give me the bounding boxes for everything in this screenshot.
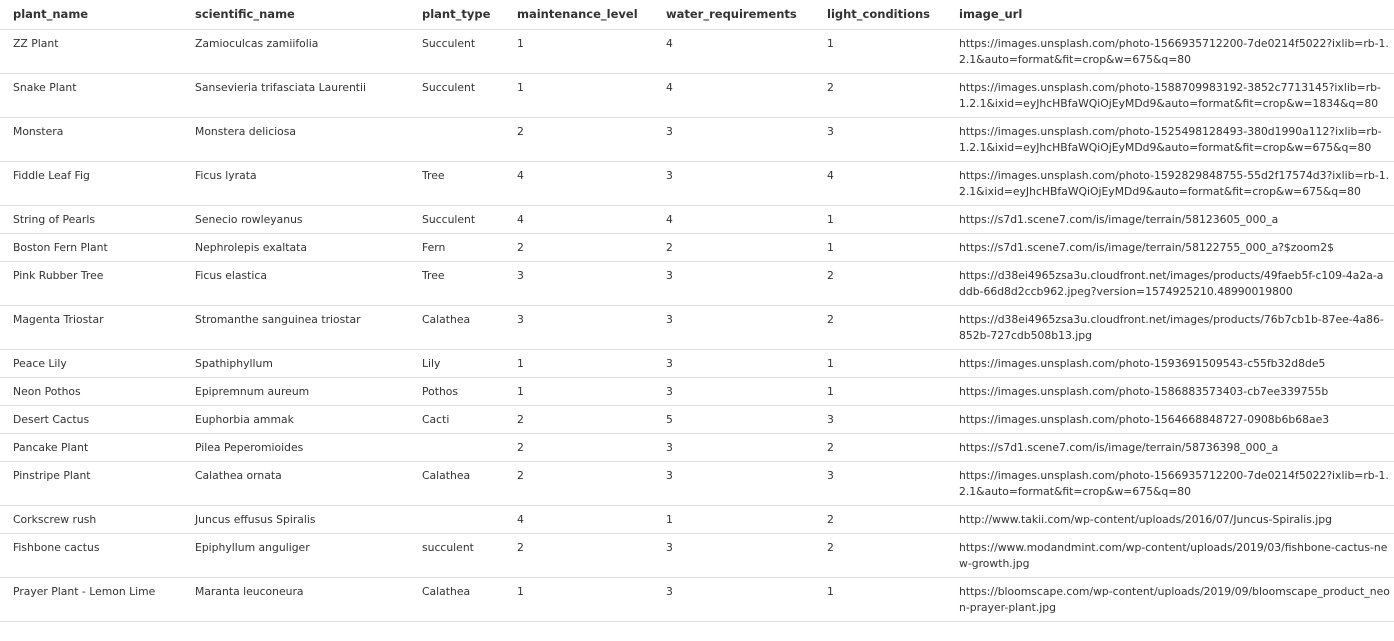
light-conditions-cell[interactable]: 4 [823,162,955,206]
column-header-water-requirements[interactable]: water_requirements [662,0,823,30]
light-conditions-cell[interactable]: 3 [823,118,955,162]
maintenance-level-cell[interactable]: 4 [513,162,662,206]
table-row[interactable] [0,434,1394,462]
header-row [0,0,1394,30]
maintenance-level-cell[interactable]: 4 [513,506,662,534]
plant-name-cell[interactable]: Prayer Plant - Lemon Lime [0,578,191,622]
table-row[interactable] [0,118,1394,162]
maintenance-level-cell[interactable]: 1 [513,74,662,118]
image-url-cell[interactable]: https://images.unsplash.com/photo-1586883573403-cb7ee339755b [955,378,1394,406]
plant-type-cell[interactable]: Calathea [418,306,513,350]
plant-name-cell[interactable]: Pink Rubber Tree [0,262,191,306]
plant-type-cell[interactable]: Fern [418,234,513,262]
water-requirements-cell[interactable]: 3 [662,434,823,462]
light-conditions-cell[interactable]: 3 [823,406,955,434]
water-requirements-cell[interactable]: 2 [662,234,823,262]
plant-type-cell[interactable]: Pothos [418,378,513,406]
light-conditions-cell[interactable]: 2 [823,306,955,350]
image-url-cell[interactable]: https://images.unsplash.com/photo-1566935712200-7de0214f5022?ixlib=rb-1.2.1&auto=format&fit=crop&w=675&q=80 [955,462,1394,506]
table-header [0,0,1394,30]
scientific-name-cell[interactable]: Zamioculcas zamiifolia [191,30,418,74]
plant-type-cell[interactable]: Succulent [418,206,513,234]
image-url-cell[interactable]: https://s7d1.scene7.com/is/image/terrain/58736398_000_a [955,434,1394,462]
scientific-name-cell[interactable]: Ficus elastica [191,262,418,306]
maintenance-level-cell[interactable]: 2 [513,234,662,262]
maintenance-level-cell[interactable]: 3 [513,306,662,350]
plant-type-cell[interactable] [418,434,513,462]
water-requirements-cell[interactable]: 3 [662,350,823,378]
plant-type-cell[interactable]: Tree [418,262,513,306]
maintenance-level-cell[interactable]: 1 [513,378,662,406]
scientific-name-cell[interactable]: Maranta leuconeura [191,578,418,622]
water-requirements-cell[interactable]: 4 [662,30,823,74]
plant-name-cell[interactable]: Pancake Plant [0,434,191,462]
plant-type-cell[interactable]: Calathea [418,578,513,622]
water-requirements-cell[interactable]: 3 [662,578,823,622]
light-conditions-cell[interactable]: 2 [823,74,955,118]
plant-type-cell[interactable] [418,118,513,162]
column-header-image-url[interactable]: image_url [955,0,1394,30]
plant-type-cell[interactable] [418,506,513,534]
maintenance-level-cell[interactable]: 2 [513,118,662,162]
table-row[interactable] [0,406,1394,434]
maintenance-level-cell[interactable]: 4 [513,206,662,234]
maintenance-level-cell[interactable]: 2 [513,462,662,506]
plant-type-cell[interactable]: Cacti [418,406,513,434]
plant-name-cell[interactable]: Desert Cactus [0,406,191,434]
image-url-cell[interactable]: https://images.unsplash.com/photo-1593691509543-c55fb32d8de5 [955,350,1394,378]
image-url-cell[interactable]: https://d38ei4965zsa3u.cloudfront.net/images/products/76b7cb1b-87ee-4a86-852b-727cdb508b13.jpg [955,306,1394,350]
scientific-name-cell[interactable]: Nephrolepis exaltata [191,234,418,262]
plant-name-cell[interactable]: Monstera [0,118,191,162]
table-row[interactable] [0,578,1394,622]
image-url-cell[interactable]: https://images.unsplash.com/photo-1525498128493-380d1990a112?ixlib=rb-1.2.1&ixid=eyJhcHBfaWQiOjEyMDd9&auto=format&fit=crop&w=675&q=80 [955,118,1394,162]
image-url-cell[interactable]: https://images.unsplash.com/photo-1566935712200-7de0214f5022?ixlib=rb-1.2.1&auto=format&fit=crop&w=675&q=80 [955,30,1394,74]
scientific-name-cell[interactable]: Sansevieria trifasciata Laurentii [191,74,418,118]
column-header-light-conditions[interactable]: light_conditions [823,0,955,30]
table-row[interactable] [0,162,1394,206]
maintenance-level-cell[interactable]: 1 [513,30,662,74]
plant-name-cell[interactable]: Pinstripe Plant [0,462,191,506]
table-row[interactable] [0,234,1394,262]
water-requirements-cell[interactable]: 3 [662,378,823,406]
light-conditions-cell[interactable]: 2 [823,506,955,534]
scientific-name-cell[interactable]: Pilea Peperomioides [191,434,418,462]
water-requirements-cell[interactable]: 3 [662,118,823,162]
column-header-plant-type[interactable]: plant_type [418,0,513,30]
column-header-maintenance-level[interactable]: maintenance_level [513,0,662,30]
image-url-cell[interactable]: https://d38ei4965zsa3u.cloudfront.net/images/products/49faeb5f-c109-4a2a-addb-66d8d2ccb962.jpeg?version=1574925210.48990019800 [955,262,1394,306]
image-url-cell[interactable]: http://www.takii.com/wp-content/uploads/2016/07/Juncus-Spiralis.jpg [955,506,1394,534]
column-header-plant-name[interactable]: plant_name [0,0,191,30]
table-row[interactable] [0,350,1394,378]
scientific-name-cell[interactable]: Juncus effusus Spiralis [191,506,418,534]
image-url-cell[interactable]: https://images.unsplash.com/photo-1592829848755-55d2f17574d3?ixlib=rb-1.2.1&ixid=eyJhcHBfaWQiOjEyMDd9&auto=format&fit=crop&w=675&q=80 [955,162,1394,206]
scientific-name-cell[interactable]: Calathea ornata [191,462,418,506]
water-requirements-cell[interactable]: 3 [662,534,823,578]
scientific-name-cell[interactable]: Ficus lyrata [191,162,418,206]
table-row[interactable] [0,74,1394,118]
light-conditions-cell[interactable]: 2 [823,262,955,306]
table-row[interactable] [0,30,1394,74]
water-requirements-cell[interactable]: 3 [662,162,823,206]
table-row[interactable] [0,262,1394,306]
maintenance-level-cell[interactable]: 1 [513,350,662,378]
image-url-cell[interactable]: https://bloomscape.com/wp-content/uploads/2019/09/bloomscape_product_neon-prayer-plant.jpg [955,578,1394,622]
plant-type-cell[interactable]: Calathea [418,462,513,506]
water-requirements-cell[interactable]: 4 [662,206,823,234]
water-requirements-cell[interactable]: 3 [662,306,823,350]
light-conditions-cell[interactable]: 1 [823,234,955,262]
plant-type-cell[interactable]: succulent [418,534,513,578]
table-row[interactable] [0,534,1394,578]
plant-type-cell[interactable]: Succulent [418,74,513,118]
plant-name-cell[interactable]: Corkscrew rush [0,506,191,534]
water-requirements-cell[interactable]: 4 [662,74,823,118]
plant-name-cell[interactable]: String of Pearls [0,206,191,234]
light-conditions-cell[interactable]: 1 [823,206,955,234]
light-conditions-cell[interactable]: 1 [823,30,955,74]
maintenance-level-cell[interactable]: 2 [513,534,662,578]
table-row[interactable] [0,506,1394,534]
plant-name-cell[interactable]: Fiddle Leaf Fig [0,162,191,206]
plant-type-cell[interactable]: Succulent [418,30,513,74]
table-row[interactable] [0,206,1394,234]
scientific-name-cell[interactable]: Euphorbia ammak [191,406,418,434]
scientific-name-cell[interactable]: Senecio rowleyanus [191,206,418,234]
plant-name-cell[interactable]: Peace Lily [0,350,191,378]
image-url-cell[interactable]: https://www.modandmint.com/wp-content/uploads/2019/03/fishbone-cactus-new-growth.jpg [955,534,1394,578]
maintenance-level-cell[interactable]: 3 [513,262,662,306]
image-url-cell[interactable]: https://s7d1.scene7.com/is/image/terrain/58123605_000_a [955,206,1394,234]
plant-name-cell[interactable]: Snake Plant [0,74,191,118]
light-conditions-cell[interactable]: 1 [823,378,955,406]
table-row[interactable] [0,378,1394,406]
maintenance-level-cell[interactable]: 1 [513,578,662,622]
image-url-cell[interactable]: https://images.unsplash.com/photo-1564668848727-0908b6b68ae3 [955,406,1394,434]
scientific-name-cell[interactable]: Spathiphyllum [191,350,418,378]
scientific-name-cell[interactable]: Monstera deliciosa [191,118,418,162]
maintenance-level-cell[interactable]: 2 [513,406,662,434]
image-url-cell[interactable]: https://images.unsplash.com/photo-1588709983192-3852c7713145?ixlib=rb-1.2.1&ixid=eyJhcHBfaWQiOjEyMDd9&auto=format&fit=crop&w=1834&q=80 [955,74,1394,118]
water-requirements-cell[interactable]: 3 [662,462,823,506]
light-conditions-cell[interactable]: 1 [823,350,955,378]
water-requirements-cell[interactable]: 1 [662,506,823,534]
plant-name-cell[interactable]: ZZ Plant [0,30,191,74]
plant-type-cell[interactable]: Tree [418,162,513,206]
table-body [0,30,1394,622]
plant-type-cell[interactable]: Lily [418,350,513,378]
water-requirements-cell[interactable]: 5 [662,406,823,434]
light-conditions-cell[interactable]: 2 [823,534,955,578]
plant-name-cell[interactable]: Magenta Triostar [0,306,191,350]
scientific-name-cell[interactable]: Stromanthe sanguinea triostar [191,306,418,350]
plant-name-cell[interactable]: Fishbone cactus [0,534,191,578]
scientific-name-cell[interactable]: Epipremnum aureum [191,378,418,406]
plant-name-cell[interactable]: Boston Fern Plant [0,234,191,262]
water-requirements-cell[interactable]: 3 [662,262,823,306]
column-header-scientific-name[interactable]: scientific_name [191,0,418,30]
maintenance-level-cell[interactable]: 2 [513,434,662,462]
table-row[interactable] [0,462,1394,506]
light-conditions-cell[interactable]: 3 [823,462,955,506]
table-row[interactable] [0,306,1394,350]
light-conditions-cell[interactable]: 2 [823,434,955,462]
image-url-cell[interactable]: https://s7d1.scene7.com/is/image/terrain/58122755_000_a?$zoom2$ [955,234,1394,262]
scientific-name-cell[interactable]: Epiphyllum anguliger [191,534,418,578]
light-conditions-cell[interactable]: 1 [823,578,955,622]
plant-name-cell[interactable]: Neon Pothos [0,378,191,406]
